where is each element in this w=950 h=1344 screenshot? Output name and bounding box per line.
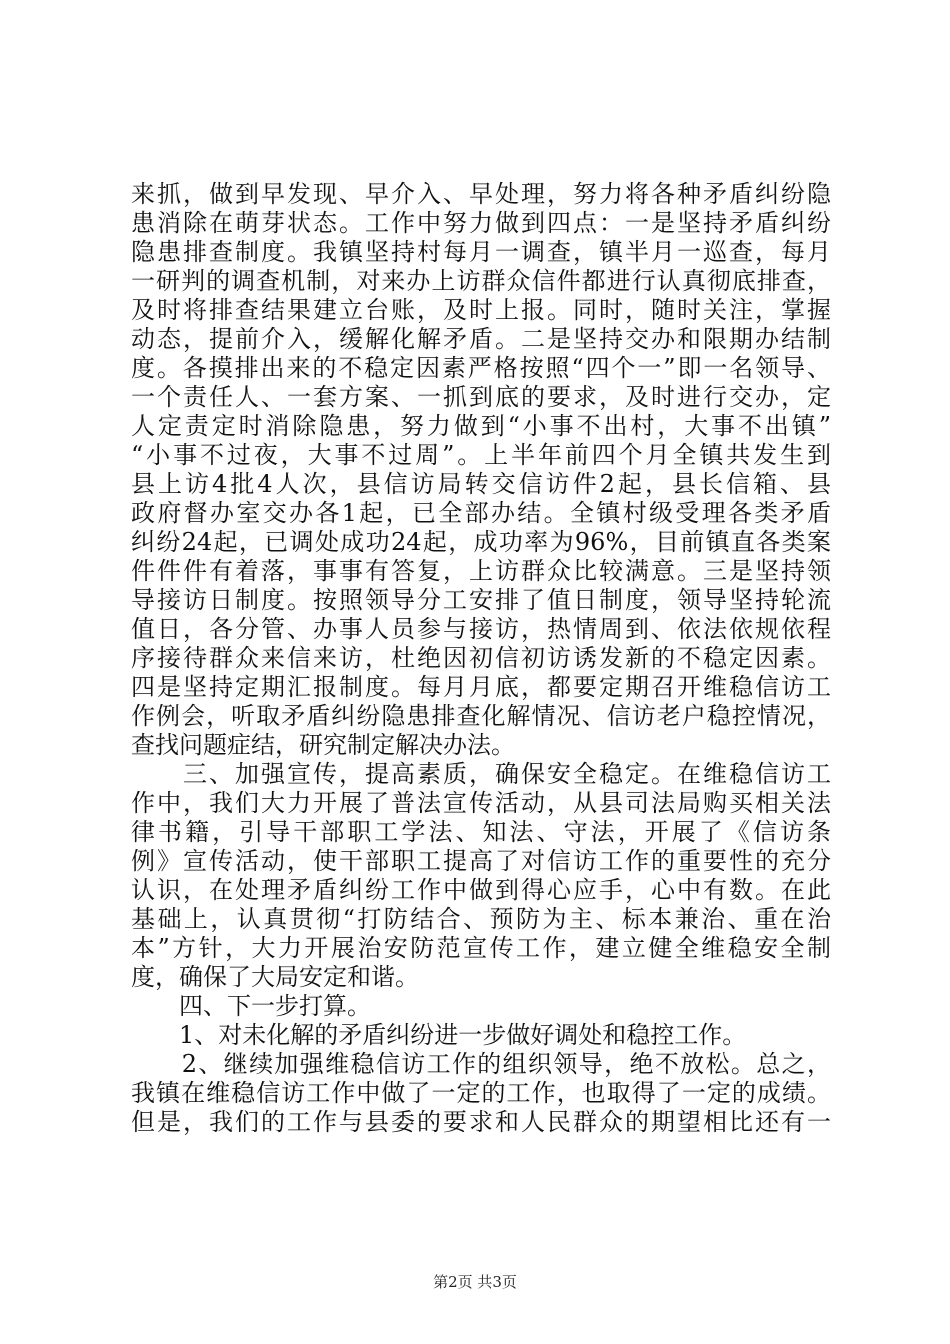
- body-line: 县上访4批4人次，县信访局转交信访件2起，县长信箱、县: [131, 470, 831, 498]
- body-line: 律书籍，引导干部职工学法、知法、守法，开展了《信访条: [131, 818, 831, 846]
- document-body: [131, 180, 831, 1137]
- body-line: 但是，我们的工作与县委的要求和人民群众的期望相比还有一: [131, 1108, 831, 1136]
- body-line: “小事不过夜，大事不过周”。上半年前四个月全镇共发生到: [131, 441, 831, 469]
- body-line: 查找问题症结，研究制定解决办法。: [131, 731, 515, 759]
- body-line: 基础上，认真贯彻“打防结合、预防为主、标本兼治、重在治: [131, 905, 831, 933]
- body-line: 作中，我们大力开展了普法宣传活动，从县司法局购买相关法: [131, 789, 831, 817]
- body-line: 序接待群众来信来访，杜绝因初信初访诱发新的不稳定因素。: [131, 644, 831, 672]
- body-line: 度，确保了大局安定和谐。: [131, 963, 419, 991]
- body-line: 政府督办室交办各1起，已全部办结。全镇村级受理各类矛盾: [131, 499, 831, 527]
- body-line: 一个责任人、一套方案、一抓到底的要求，及时进行交办，定: [131, 383, 831, 411]
- body-line: 隐患排查制度。我镇坚持村每月一调查，镇半月一巡查，每月: [131, 238, 831, 266]
- body-line: 人定责定时消除隐患，努力做到“小事不出村，大事不出镇”: [131, 412, 831, 440]
- body-line: 认识，在处理矛盾纠纷工作中做到得心应手，心中有数。在此: [131, 876, 831, 904]
- body-line: 1、对未化解的矛盾纠纷进一步做好调处和稳控工作。: [131, 1021, 747, 1049]
- body-line: 三、加强宣传，提高素质，确保安全稳定。在维稳信访工: [131, 760, 831, 788]
- body-line: 作例会，听取矛盾纠纷隐患排查化解情况、信访老户稳控情况，: [131, 702, 831, 730]
- body-line: 例》宣传活动，使干部职工提高了对信访工作的重要性的充分: [131, 847, 831, 875]
- body-line: 及时将排查结果建立台账，及时上报。同时，随时关注，掌握: [131, 296, 831, 324]
- body-line: 一研判的调查机制，对来办上访群众信件都进行认真彻底排查，: [131, 267, 831, 295]
- body-line: 动态，提前介入，缓解化解矛盾。二是坚持交办和限期办结制: [131, 325, 831, 353]
- body-line: 来抓，做到早发现、早介入、早处理，努力将各种矛盾纠纷隐: [131, 180, 831, 208]
- body-line: 件件件有着落，事事有答复，上访群众比较满意。三是坚持领: [131, 557, 831, 585]
- body-line: 导接访日制度。按照领导分工安排了值日制度，领导坚持轮流: [131, 586, 831, 614]
- body-line: 纠纷24起，已调处成功24起，成功率为96%，目前镇直各类案: [131, 528, 831, 556]
- body-line: 度。各摸排出来的不稳定因素严格按照“四个一”即一名领导、: [131, 354, 831, 382]
- body-line: 四是坚持定期汇报制度。每月月底，都要定期召开维稳信访工: [131, 673, 831, 701]
- page-footer: 第2页 共3页: [433, 1273, 517, 1291]
- body-line: 本”方针，大力开展治安防范宣传工作，建立健全维稳安全制: [131, 934, 831, 962]
- body-line: 我镇在维稳信访工作中做了一定的工作，也取得了一定的成绩。: [131, 1079, 831, 1107]
- body-line: 患消除在萌芽状态。工作中努力做到四点：一是坚持矛盾纠纷: [131, 209, 831, 237]
- body-line: 2、继续加强维稳信访工作的组织领导，绝不放松。总之，: [131, 1050, 831, 1078]
- body-line: 值日，各分管、办事人员参与接访，热情周到、依法依规依程: [131, 615, 831, 643]
- body-line: 四、下一步打算。: [131, 992, 371, 1020]
